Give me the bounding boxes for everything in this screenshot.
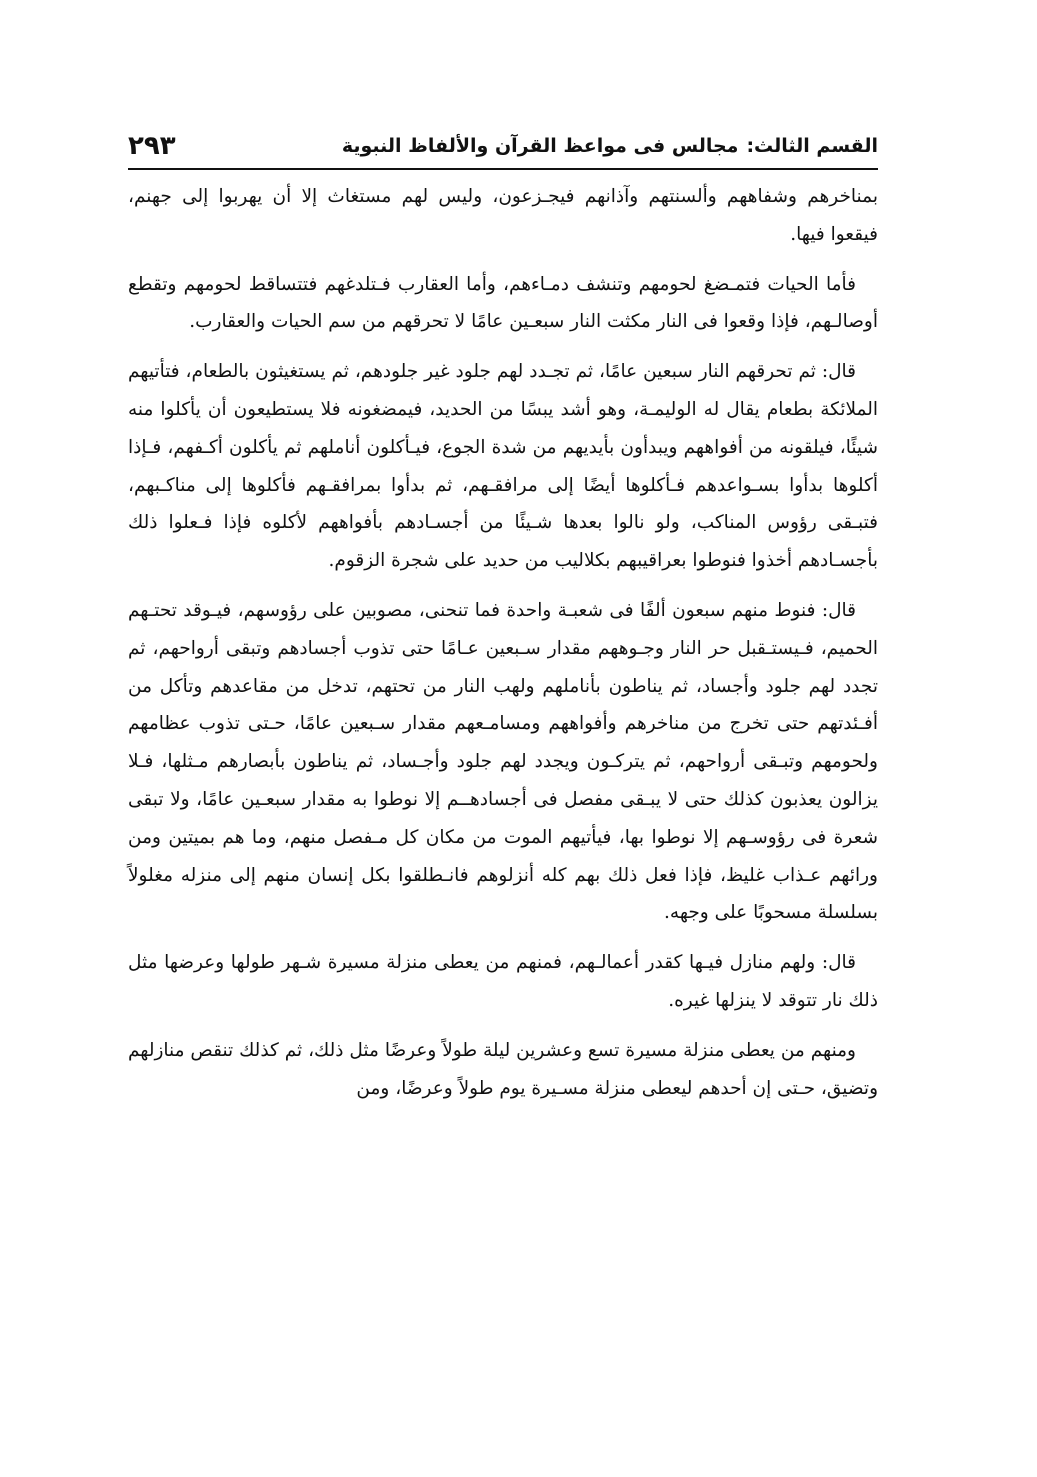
body-text — [128, 178, 878, 1119]
paragraph-4: قال: فنوط منهم سبعون ألفًا فى شعبـة واحدة فما تنحنى، مصوبين على رؤوسهم، فيـوقد تحتـهم الحميم، فـيستـقبل حر النار وجـوههم مقدار سـبعين عـامًا حتى تذوب أجسادهم وتبقى أرواحهم، ثم تجدد لهم جلود وأجساد، ثم يناطون بأناملهم ولهب النار من تحتهم، تدخل من مقاعدهم وتأكل من أفـئدتهم حتى تخرج من مناخرهم وأفواههم ومسامـعهم مقدار سـبعين عامًا، حـتى تذوب عظامهم ولحومهم وتبـقى أرواحهم، ثم يتركـون ويجدد لهم جلود وأجـساد، ثم يناطون بأبصارهم مـثلها، فـلا يزالون يعذبون كذلك حتى لا يبـقى مفصل فى أجسادهــم إلا نوطوا به مقدار سبعـين عامًا، ولا تبقى شعرة فى رؤوسـهم إلا نوطوا بها، فيأتيهم الموت من مكان كل مـفصل منهم، وما هم بميتين ومن ورائهم عـذاب غليظ، فإذا فعل ذلك بهم كله أنزلوهم فانـطلقوا بكل إنسان منهم إلى منزله مغلولاً بسلسلة مسحوبًا على وجهه. — [128, 599, 878, 924]
page-number: ٢٩٣ — [128, 131, 176, 161]
header-title — [342, 135, 878, 157]
section-label: القسم الثالث: — [746, 135, 878, 157]
paragraph-5: قال: ولهم منازل فيـها كقدر أعمالـهم، فمنهم من يعطى منزلة مسيرة شـهر طولها وعرضها مثل ذلك نار تتوقد لا ينزلها غيره. — [128, 952, 878, 1011]
running-header — [128, 124, 878, 170]
paragraph-3: قال: ثم تحرقهم النار سبعين عامًا، ثم تجـدد لهم جلود غير جلودهم، ثم يستغيثون بالطعام، فتأتيهم الملائكة بطعام يقال له الوليمـة، وهو أشد يبسًا من الحديد، فيمضغونه فلا يستطيعون أن يأكلوا منه شيئًا، فيلقونه من أفواههم ويبدأون بأيديهم من شدة الجوع، فيـأكلون أناملهم ثم يأكلون أكـفهم، فـإذا أكلوها بدأوا بسـواعدهم فـأكلوها أيضًا إلى مرافقـهم، ثم بدأوا بمرافقـهم فأكلوها إلى مناكـبهم، فتبـقى رؤوس المناكب، ولو نالوا بعدها شـيئًا من أجسـادهم بأفواههم لأكلوه فإذا فـعلوا ذلك بأجسـادهم أخذوا فنوطوا بعراقيبهم بكلاليب من حديد على شجرة الزقوم. — [128, 361, 878, 572]
paragraph-2: فأما الحيات فتمـضغ لحومهم وتنشف دمـاءهم، وأما العقارب فـتلدغهم فتتساقط لحومهم وتقطع أوصالـهم، فإذا وقعوا فى النار مكثت النار سبعـين عامًا لا تحرقهم من سم الحيات والعقارب. — [128, 273, 878, 333]
section-title: مجالس فى مواعظ القرآن والألفاظ النبوية — [341, 135, 739, 157]
paragraph-6: ومنهم من يعطى منزلة مسيرة تسع وعشرين ليلة طولاً وعرضًا مثل ذلك، ثم كذلك تنقص منازلهم وتضيق، حـتى إن أحدهم ليعطى منزلة مسـيرة يوم طولاً وعرضًا، ومن — [128, 1039, 878, 1099]
paragraph-1: بمناخرهم وشفاههم وألسنتهم وآذانهم فيجـزعون، وليس لهم مستغاث إلا أن يهربوا إلى جهنم، فيقعوا فيها. — [128, 186, 878, 245]
